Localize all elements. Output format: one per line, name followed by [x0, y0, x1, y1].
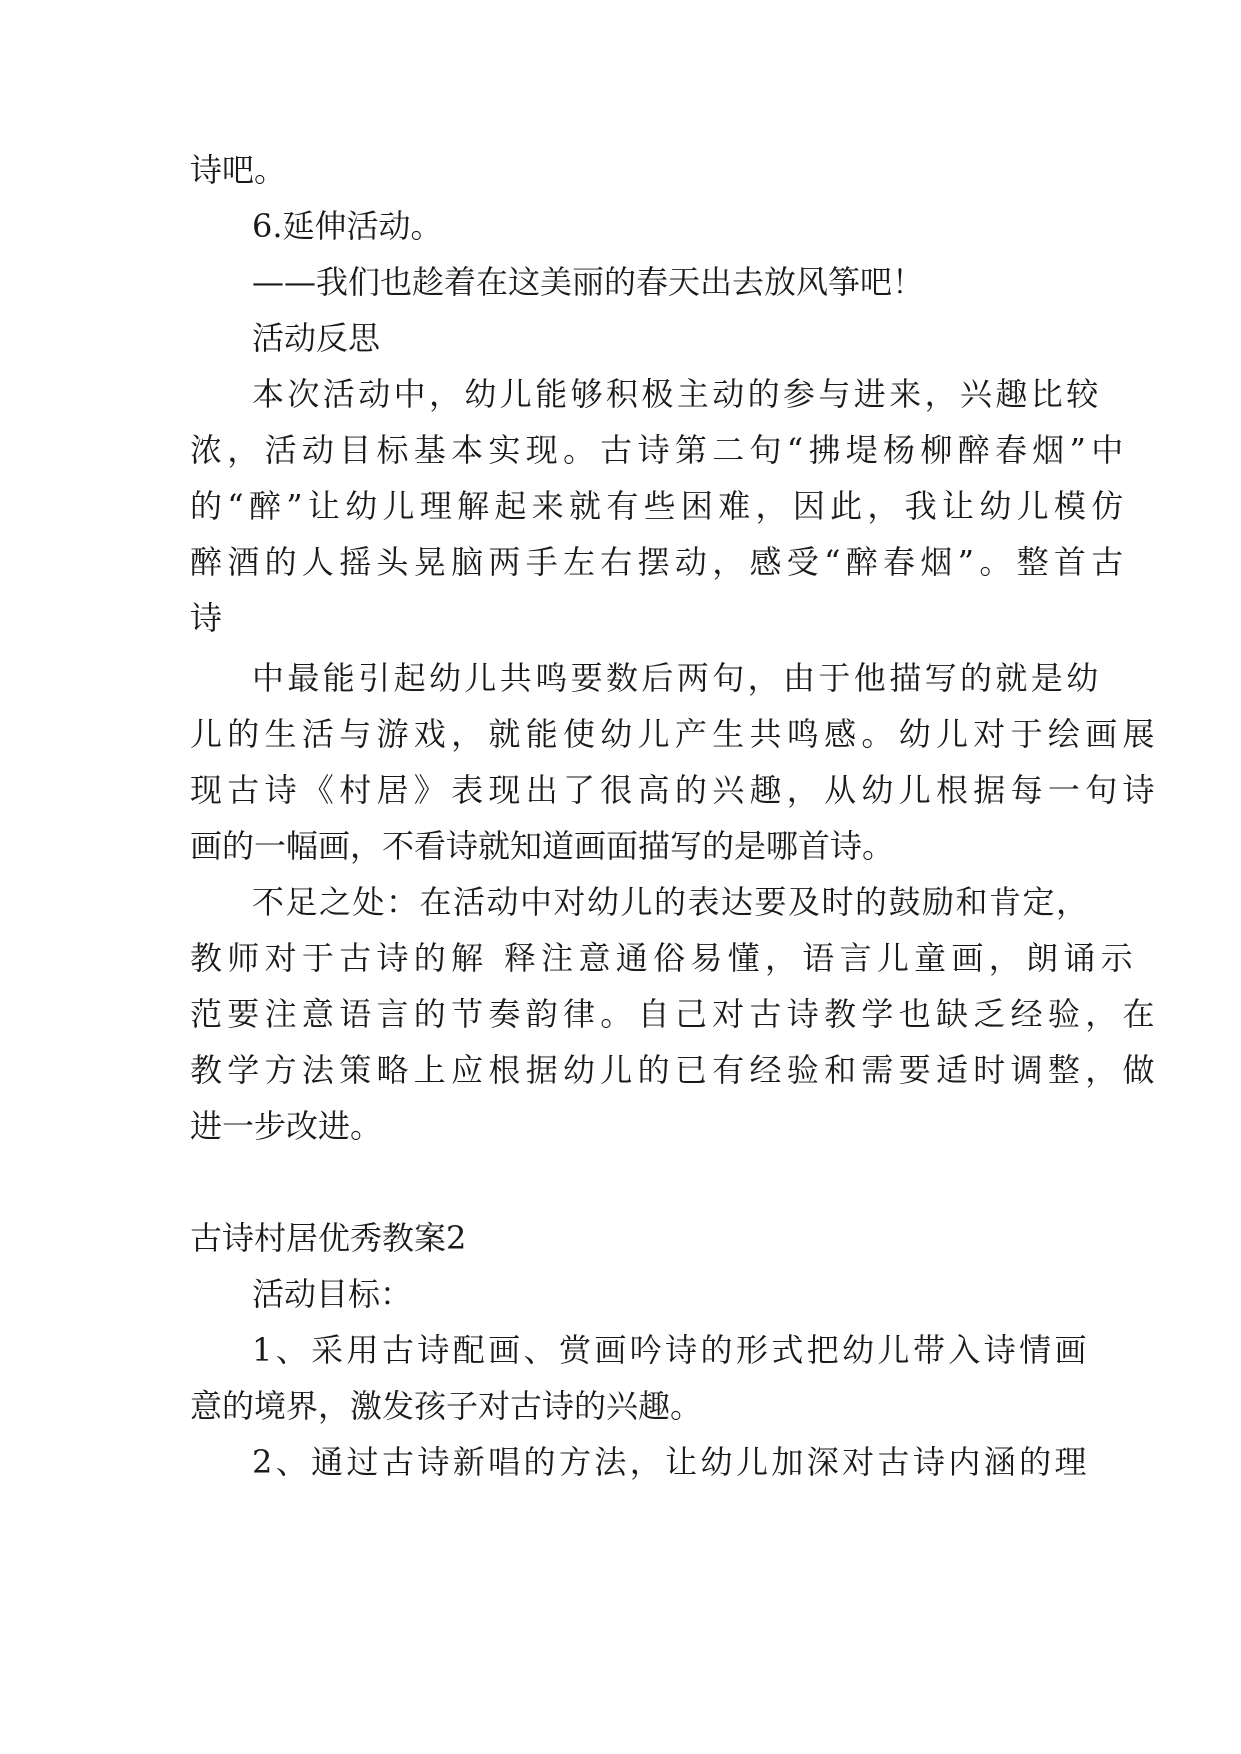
paragraph-line: 诗吧。	[190, 151, 287, 189]
paragraph-line: 浓，活动目标基本实现。古诗第二句“拂堤杨柳醉春烟”中	[190, 431, 1129, 469]
section-title-lesson-plan-2: 古诗村居优秀教案2	[190, 1219, 467, 1257]
list-item-goal-2: 2、通过古诗新唱的方法，让幼儿加深对古诗内涵的理	[252, 1443, 1090, 1481]
paragraph-line: 教学方法策略上应根据幼儿的已有经验和需要适时调整，做	[190, 1051, 1160, 1089]
paragraph-line: 的“醉”让幼儿理解起来就有些困难，因此，我让幼儿模仿	[190, 487, 1129, 525]
paragraph-line: 现古诗《村居》表现出了很高的兴趣，从幼儿根据每一句诗	[190, 771, 1160, 809]
paragraph-line: 画的一幅画，不看诗就知道画面描写的是哪首诗。	[190, 827, 895, 865]
paragraph-line: 意的境界，激发孩子对古诗的兴趣。	[190, 1387, 703, 1425]
paragraph-line: 诗	[190, 599, 223, 637]
list-item-goal-1: 1、采用古诗配画、赏画吟诗的形式把幼儿带入诗情画	[252, 1331, 1090, 1369]
paragraph-line: 范要注意语言的节奏韵律。自己对古诗教学也缺乏经验，在	[190, 995, 1160, 1033]
subheading-activity-goals: 活动目标：	[252, 1275, 413, 1313]
paragraph-line: 中最能引起幼儿共鸣要数后两句，由于他描写的就是幼	[252, 659, 1102, 697]
paragraph-line: 进一步改进。	[190, 1107, 383, 1145]
paragraph-line: 不足之处：在活动中对幼儿的表达要及时的鼓励和肯定，	[252, 883, 1090, 921]
paragraph-line: ——我们也趁着在这美丽的春天出去放风筝吧！	[252, 263, 925, 301]
paragraph-line: 本次活动中，幼儿能够积极主动的参与进来，兴趣比较	[252, 375, 1102, 413]
section-heading-reflection: 活动反思	[252, 319, 381, 357]
list-item-extension-activity: 6.延伸活动。	[252, 207, 443, 245]
paragraph-line: 醉酒的人摇头晃脑两手左右摆动，感受“醉春烟”。整首古	[190, 543, 1129, 581]
paragraph-line: 教师对于古诗的解 释注意通俗易懂，语言儿童画，朗诵示	[190, 939, 1138, 977]
paragraph-line: 儿的生活与游戏，就能使幼儿产生共鸣感。幼儿对于绘画展	[190, 715, 1160, 753]
